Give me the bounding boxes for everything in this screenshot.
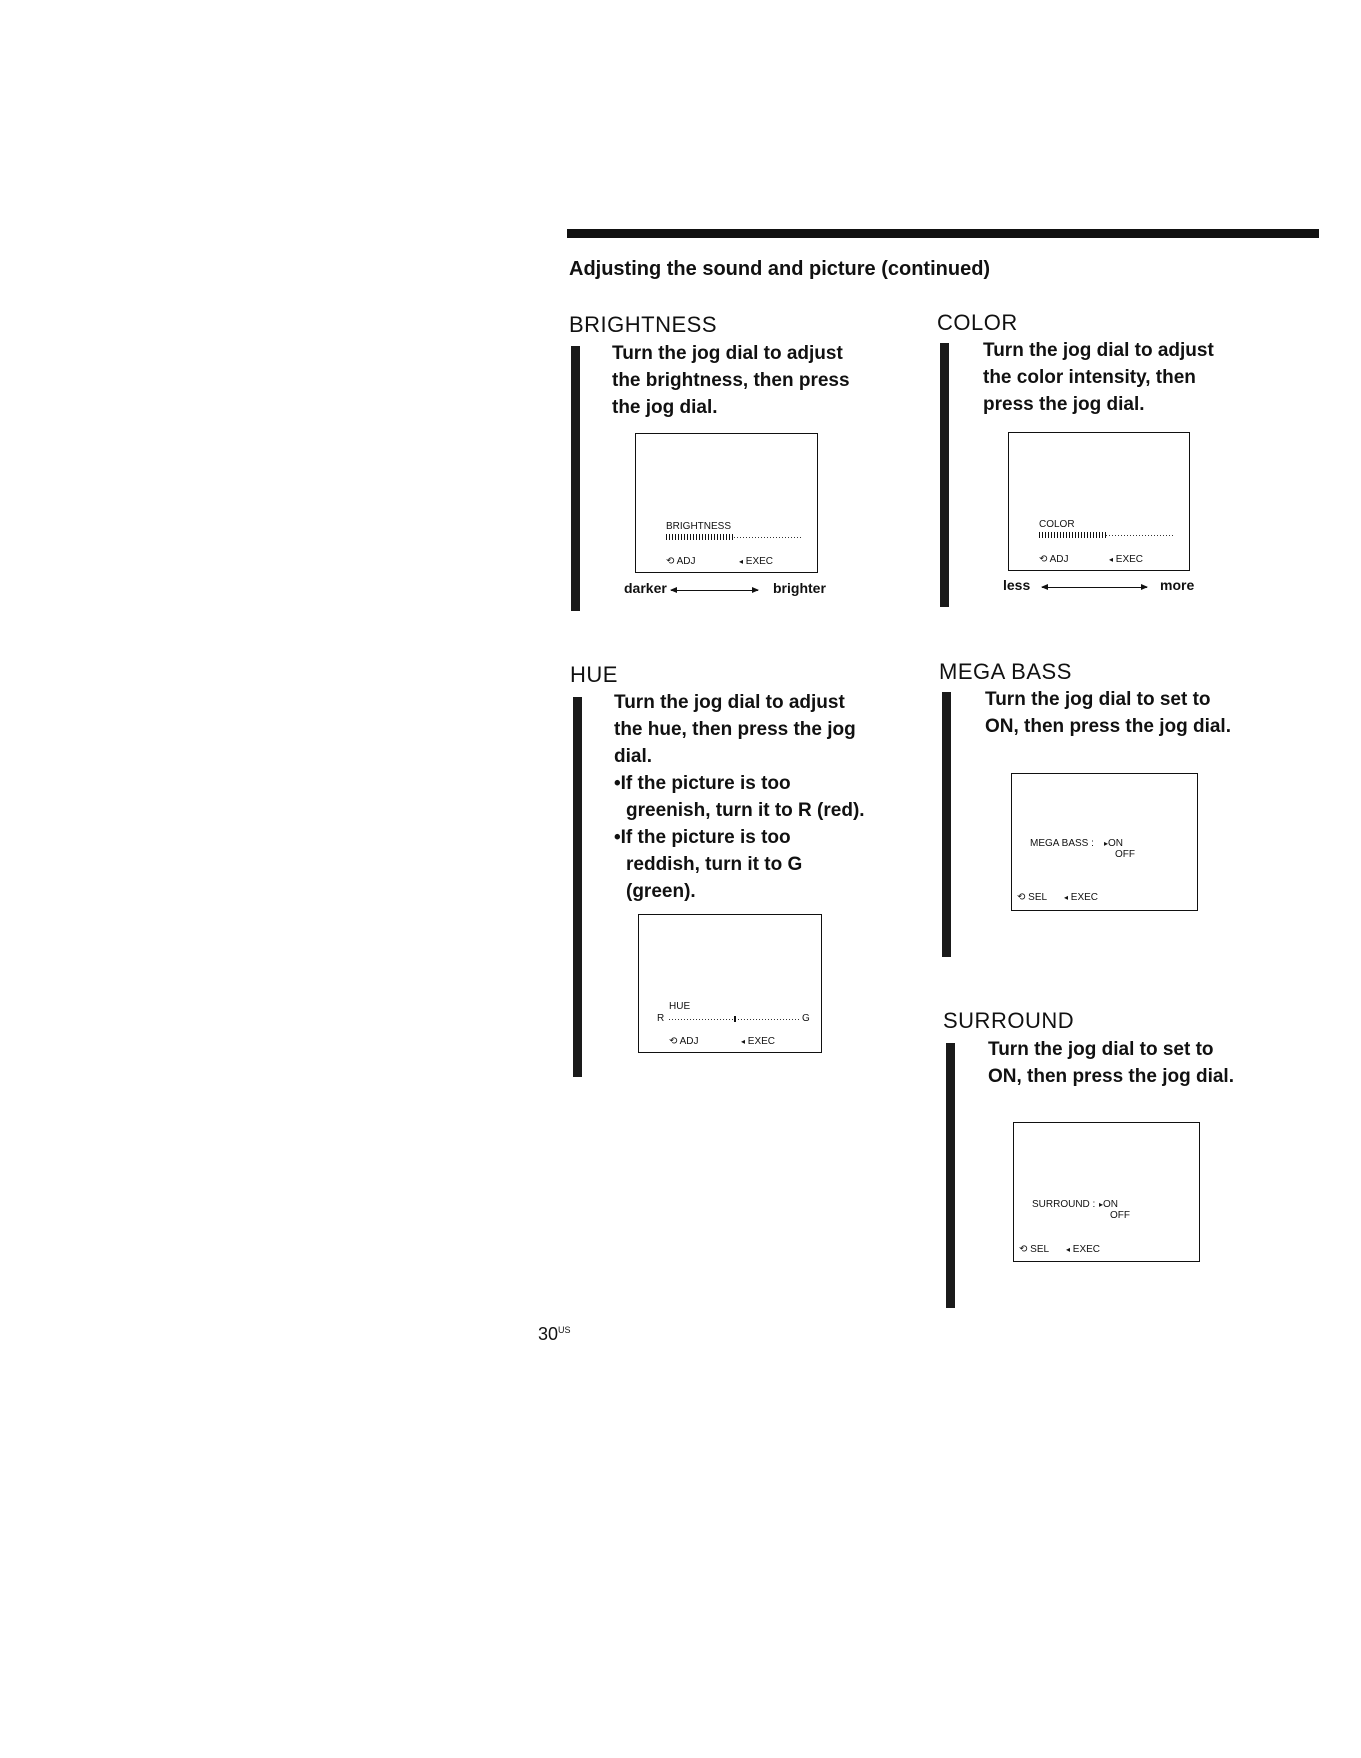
color-side-bar [940, 343, 949, 607]
meter-fill [1039, 532, 1106, 538]
instruction-line: Turn the jog dial to adjust [614, 692, 845, 713]
brightness-range-max: brighter [773, 580, 826, 596]
osd-option-off: OFF [1110, 1210, 1130, 1221]
brightness-title: BRIGHTNESS [569, 312, 718, 337]
hue-osd-screen [638, 914, 822, 1053]
mega-bass-osd-screen [1011, 773, 1198, 911]
osd-exec-hint: ◂ EXEC [741, 1036, 776, 1047]
brightness-side-bar [571, 346, 580, 611]
jog-dial-icon: ⟲ [666, 556, 675, 567]
meter-track [1106, 535, 1173, 536]
press-icon: ◂ [1064, 893, 1069, 902]
instruction-line: ON, then press the jog dial. [988, 1066, 1234, 1087]
meter-track [734, 537, 802, 538]
page-number: $30^{US}$ [538, 1324, 571, 1344]
meter-marker [734, 1016, 736, 1022]
hue-instructions [614, 689, 865, 905]
osd-label: HUE [669, 1001, 691, 1012]
hue-end-green: G [802, 1013, 810, 1024]
surround-title: SURROUND [943, 1008, 1075, 1033]
instruction-line: press the jog dial. [983, 394, 1145, 415]
brightness-osd-screen [635, 433, 818, 573]
instruction-line: Turn the jog dial to set to [988, 1039, 1214, 1060]
surround-instructions [988, 1036, 1234, 1090]
osd-exec-hint: ◂ EXEC [739, 556, 774, 567]
surround-osd-screen [1013, 1122, 1200, 1262]
bullet-item: •If the picture is too [614, 773, 791, 794]
osd-exec-hint: ◂ EXEC [1064, 892, 1099, 903]
instruction-line: ON, then press the jog dial. [985, 716, 1231, 737]
press-icon: ◂ [1109, 555, 1114, 564]
bullet-item: •If the picture is too [614, 827, 791, 848]
osd-label: COLOR [1039, 519, 1075, 530]
bullet-icon: • [614, 827, 621, 848]
osd-option-off: OFF [1115, 849, 1135, 860]
brightness-instructions [612, 340, 850, 421]
bullet-line: (green). [626, 881, 696, 902]
bullet-line: reddish, turn it to G [626, 854, 803, 875]
bullet-line: greenish, turn it to R (red). [626, 800, 865, 821]
osd-option-on: ▸ON [1104, 838, 1124, 849]
jog-dial-icon: ⟲ [669, 1036, 678, 1047]
surround-side-bar [946, 1043, 955, 1308]
osd-label: BRIGHTNESS [666, 521, 732, 532]
jog-dial-icon: ⟲ [1017, 892, 1026, 903]
range-arrow [1042, 587, 1147, 588]
jog-dial-icon: ⟲ [1039, 554, 1048, 565]
page-region-suffix: US [558, 1325, 571, 1335]
color-osd-screen [1008, 432, 1190, 571]
osd-exec-hint: ◂ EXEC [1066, 1244, 1101, 1255]
osd-sel-hint: ⟲ SEL [1019, 1244, 1050, 1255]
instruction-line: the color intensity, then [983, 367, 1196, 388]
hue-side-bar [573, 697, 582, 1077]
hue-end-red: R [657, 1013, 665, 1024]
instruction-line: Turn the jog dial to set to [985, 689, 1211, 710]
instruction-line: Turn the jog dial to adjust [612, 343, 843, 364]
selected-arrow-icon: ▸ [1099, 1200, 1104, 1209]
color-instructions [983, 337, 1214, 418]
hue-title: HUE [570, 662, 618, 687]
mega-bass-title: MEGA BASS [939, 659, 1072, 684]
osd-label: SURROUND : [1032, 1199, 1096, 1210]
meter-fill [666, 534, 734, 540]
jog-dial-icon: ⟲ [1019, 1244, 1028, 1255]
color-range-max: more [1160, 577, 1195, 593]
color-title: COLOR [937, 310, 1018, 335]
osd-label: MEGA BASS : [1030, 838, 1094, 849]
brightness-range-min: darker [624, 580, 667, 596]
hue-balance-meter [669, 1016, 799, 1022]
instruction-line: the hue, then press the jog [614, 719, 856, 740]
osd-exec-hint: ◂ EXEC [1109, 554, 1144, 565]
osd-adj-hint: ⟲ ADJ [1039, 554, 1069, 565]
brightness-level-meter [666, 534, 802, 540]
press-icon: ◂ [741, 1037, 746, 1046]
page-heading: Adjusting the sound and picture (continued) [569, 258, 991, 280]
instruction-line: the brightness, then press [612, 370, 850, 391]
osd-adj-hint: ⟲ ADJ [666, 556, 696, 567]
press-icon: ◂ [1066, 1245, 1071, 1254]
selected-arrow-icon: ▸ [1104, 839, 1109, 848]
top-rule [567, 229, 1319, 238]
color-level-meter [1039, 532, 1173, 538]
color-range-min: less [1003, 577, 1031, 593]
instruction-line: dial. [614, 746, 653, 767]
osd-adj-hint: ⟲ ADJ [669, 1036, 699, 1047]
mega-bass-side-bar [942, 692, 951, 957]
press-icon: ◂ [739, 557, 744, 566]
instruction-line: the jog dial. [612, 397, 718, 418]
osd-option-on: ▸ON [1099, 1199, 1119, 1210]
bullet-icon: • [614, 773, 621, 794]
range-arrow [671, 590, 758, 591]
mega-bass-instructions [985, 686, 1231, 740]
instruction-line: Turn the jog dial to adjust [983, 340, 1214, 361]
osd-sel-hint: ⟲ SEL [1017, 892, 1048, 903]
